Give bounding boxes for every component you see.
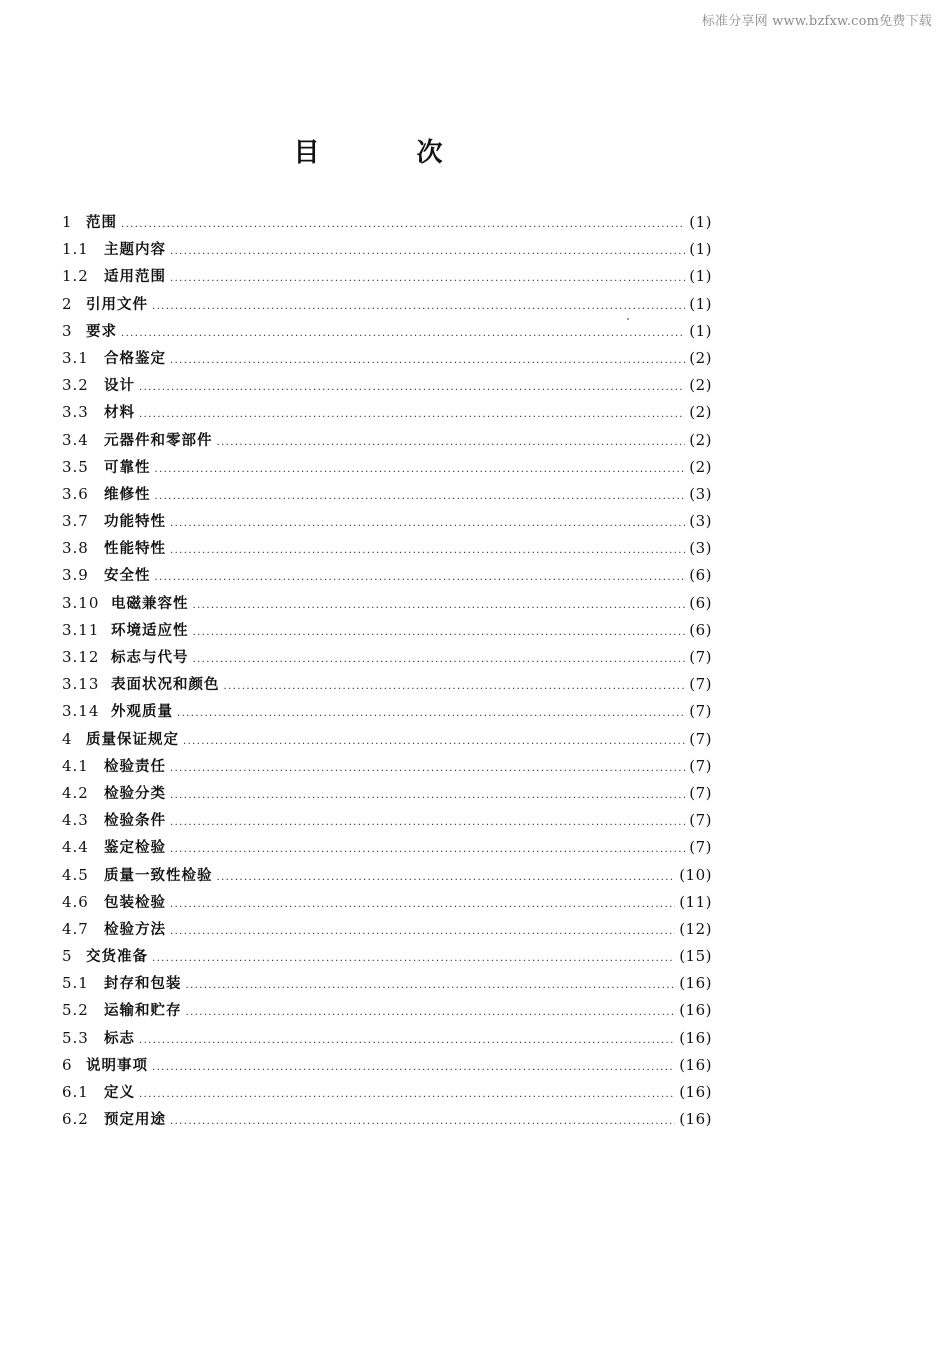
toc-entry-number: 3.7 bbox=[62, 512, 89, 531]
toc-entry-title: 检验条件 bbox=[104, 813, 166, 830]
toc-entry[interactable] bbox=[62, 372, 712, 399]
toc-entry-title: 封存和包装 bbox=[104, 976, 182, 993]
toc-entry-page: (6) bbox=[689, 566, 712, 585]
toc-entry-number: 4.1 bbox=[62, 756, 89, 775]
toc-entry[interactable] bbox=[62, 807, 712, 834]
toc-entry[interactable] bbox=[62, 209, 712, 236]
toc-entry[interactable] bbox=[62, 834, 712, 861]
toc-dot-leader bbox=[170, 918, 675, 945]
toc-entry-title: 标志 bbox=[104, 1030, 135, 1047]
toc-dot-leader bbox=[170, 265, 685, 292]
toc-entry-page: (16) bbox=[679, 1083, 712, 1101]
toc-entry[interactable] bbox=[62, 427, 712, 454]
toc-entry[interactable] bbox=[62, 1052, 712, 1079]
toc-entry-number: 3.12 bbox=[62, 648, 100, 666]
toc-entry-number: 4 bbox=[62, 729, 73, 748]
toc-entry-title: 说明事项 bbox=[86, 1057, 148, 1074]
toc-entry-page: (12) bbox=[679, 919, 712, 938]
toc-entry-title: 安全性 bbox=[104, 568, 151, 585]
toc-entry-title: 要求 bbox=[86, 323, 117, 340]
toc-entry-page: (1) bbox=[689, 321, 712, 340]
toc-entry[interactable] bbox=[62, 916, 712, 943]
toc-dot-leader bbox=[170, 510, 685, 537]
toc-entry[interactable] bbox=[62, 1079, 712, 1106]
toc-entry[interactable] bbox=[62, 1025, 712, 1052]
toc-entry-number: 4.3 bbox=[62, 811, 89, 830]
toc-entry[interactable] bbox=[62, 1106, 712, 1133]
toc-entry[interactable] bbox=[62, 644, 712, 671]
toc-entry-page: (7) bbox=[689, 675, 712, 694]
toc-dot-leader bbox=[139, 374, 685, 401]
toc-entry-number: 3.4 bbox=[62, 430, 89, 449]
toc-entry-number: 1.1 bbox=[62, 240, 89, 259]
toc-entry-number: 3 bbox=[62, 321, 73, 340]
toc-entry-title: 环境适应性 bbox=[111, 622, 189, 639]
toc-entry-page: (6) bbox=[689, 620, 712, 639]
toc-entry-number: 5.3 bbox=[62, 1028, 89, 1047]
toc-entry[interactable] bbox=[62, 943, 712, 970]
toc-entry[interactable] bbox=[62, 671, 712, 698]
toc-entry-page: (16) bbox=[679, 1028, 712, 1047]
toc-entry-title: 电磁兼容性 bbox=[111, 595, 189, 612]
toc-entry-page: (16) bbox=[679, 1110, 712, 1129]
toc-entry-title: 性能特性 bbox=[104, 541, 166, 558]
toc-entry-page: (1) bbox=[689, 240, 712, 259]
toc-dot-leader bbox=[217, 864, 676, 891]
toc-entry-page: (6) bbox=[689, 593, 712, 612]
toc-entry-page: (10) bbox=[679, 865, 712, 884]
toc-entry-page: (7) bbox=[689, 756, 712, 775]
toc-entry-title: 质量保证规定 bbox=[86, 731, 179, 748]
toc-entry-page: (3) bbox=[689, 512, 712, 531]
toc-entry-page: (7) bbox=[689, 783, 712, 802]
toc-entry-page: (7) bbox=[689, 838, 712, 857]
toc-entry-page: (1) bbox=[689, 213, 712, 231]
toc-entry[interactable] bbox=[62, 481, 712, 508]
toc-dot-leader bbox=[170, 1108, 675, 1135]
toc-entry-number: 3.14 bbox=[62, 702, 100, 721]
toc-entry-page: (1) bbox=[689, 294, 712, 313]
toc-entry-number: 3.8 bbox=[62, 539, 89, 558]
toc-entry-title: 主题内容 bbox=[104, 242, 166, 259]
toc-dot-leader bbox=[186, 972, 676, 999]
toc-entry[interactable] bbox=[62, 997, 712, 1024]
toc-dot-leader bbox=[170, 238, 685, 265]
toc-entry-title: 包装检验 bbox=[104, 894, 166, 911]
toc-entry-title: 范围 bbox=[86, 215, 117, 231]
toc-entry-number: 3.3 bbox=[62, 403, 89, 422]
toc-entry-title: 表面状况和颜色 bbox=[111, 677, 220, 694]
toc-entry[interactable] bbox=[62, 726, 712, 753]
toc-dot-leader bbox=[193, 592, 686, 619]
toc-entry[interactable] bbox=[62, 535, 712, 562]
toc-entry-page: (2) bbox=[689, 430, 712, 449]
toc-entry-title: 材料 bbox=[104, 405, 135, 422]
toc-entry-page: (2) bbox=[689, 403, 712, 422]
toc-entry-title: 功能特性 bbox=[104, 514, 166, 531]
toc-entry-page: (2) bbox=[689, 376, 712, 395]
toc-entry[interactable] bbox=[62, 970, 712, 997]
toc-entry-page: (7) bbox=[689, 648, 712, 666]
toc-entry-title: 检验分类 bbox=[104, 785, 166, 802]
toc-entry-number: 6 bbox=[62, 1055, 73, 1074]
toc-entry[interactable] bbox=[62, 889, 712, 916]
toc-entry-number: 1 bbox=[62, 213, 73, 231]
toc-entry-title: 可靠性 bbox=[104, 459, 151, 476]
toc-dot-leader bbox=[193, 646, 686, 673]
toc-entry[interactable] bbox=[62, 753, 712, 780]
toc-entry-number: 3.2 bbox=[62, 376, 89, 395]
toc-entry[interactable] bbox=[62, 862, 712, 889]
toc-dot-leader bbox=[155, 564, 686, 591]
toc-entry-page: (16) bbox=[679, 1055, 712, 1074]
toc-entry-number: 3.1 bbox=[62, 348, 89, 367]
toc-dot-leader bbox=[139, 1081, 675, 1108]
toc-entry[interactable] bbox=[62, 508, 712, 535]
toc-entry-number: 3.11 bbox=[62, 620, 100, 639]
toc-entry-title: 标志与代号 bbox=[111, 650, 189, 666]
toc-entry-page: (7) bbox=[689, 729, 712, 748]
toc-dot-leader bbox=[152, 1054, 675, 1081]
toc-entry-page: (3) bbox=[689, 484, 712, 503]
toc-entry[interactable] bbox=[62, 617, 712, 644]
toc-entry-title: 质量一致性检验 bbox=[104, 867, 213, 884]
toc-dot-leader bbox=[186, 999, 676, 1026]
toc-entry-number: 3.10 bbox=[62, 593, 100, 612]
toc-entry-page: (7) bbox=[689, 811, 712, 830]
toc-entry-number: 6.2 bbox=[62, 1110, 89, 1129]
toc-entry-number: 4.7 bbox=[62, 919, 89, 938]
toc-entry-page: (15) bbox=[679, 947, 712, 966]
toc-entry-number: 1.2 bbox=[62, 267, 89, 286]
toc-entry[interactable] bbox=[62, 698, 712, 725]
toc-dot-leader bbox=[170, 836, 685, 863]
toc-entry-title: 定义 bbox=[104, 1085, 135, 1101]
toc-entry-number: 5.2 bbox=[62, 1001, 89, 1020]
toc-entry-title: 交货准备 bbox=[86, 949, 148, 966]
toc-entry[interactable] bbox=[62, 236, 712, 263]
toc-dot-leader bbox=[217, 429, 686, 456]
toc-entry-number: 3.5 bbox=[62, 457, 89, 476]
toc-dot-leader bbox=[155, 483, 686, 510]
toc-entry-page: (16) bbox=[679, 1001, 712, 1020]
toc-entry-title: 设计 bbox=[104, 378, 135, 395]
toc-dot-leader bbox=[121, 320, 685, 347]
toc-entry-page: (2) bbox=[689, 348, 712, 367]
toc-entry-number: 5.1 bbox=[62, 974, 89, 993]
toc-entry-page: (16) bbox=[679, 974, 712, 993]
toc-entry-title: 引用文件 bbox=[86, 296, 148, 313]
toc-entry-page: (1) bbox=[689, 267, 712, 286]
toc-entry[interactable] bbox=[62, 780, 712, 807]
toc-entry-title: 检验责任 bbox=[104, 758, 166, 775]
toc-entry[interactable] bbox=[62, 318, 712, 345]
toc-entry-number: 3.6 bbox=[62, 484, 89, 503]
toc-entry-title: 适用范围 bbox=[104, 269, 166, 286]
toc-dot-leader bbox=[152, 945, 675, 972]
toc-entry-number: 4.4 bbox=[62, 838, 89, 857]
toc-entry-number: 4.5 bbox=[62, 865, 89, 884]
toc-dot-leader bbox=[121, 211, 685, 238]
toc-entry[interactable] bbox=[62, 345, 712, 372]
toc-entry[interactable] bbox=[62, 291, 712, 318]
toc-dot-leader bbox=[224, 673, 686, 700]
toc-dot-leader bbox=[155, 456, 686, 483]
toc-entry-page: (3) bbox=[689, 539, 712, 558]
toc-entry-number: 3.9 bbox=[62, 566, 89, 585]
toc-entry-title: 元器件和零部件 bbox=[104, 432, 213, 449]
toc-entry[interactable] bbox=[62, 399, 712, 426]
toc-entry-title: 预定用途 bbox=[104, 1112, 166, 1129]
toc-entry-title: 合格鉴定 bbox=[104, 350, 166, 367]
toc-entry-number: 3.13 bbox=[62, 675, 100, 694]
table-of-contents bbox=[62, 209, 712, 1133]
toc-dot-leader bbox=[152, 293, 685, 320]
toc-entry-page: (7) bbox=[689, 702, 712, 721]
toc-dot-leader bbox=[170, 782, 685, 809]
page-title: 目 次 bbox=[293, 138, 487, 168]
toc-dot-leader bbox=[193, 619, 686, 646]
toc-dot-leader bbox=[170, 755, 685, 782]
toc-entry-title: 维修性 bbox=[104, 486, 151, 503]
toc-dot-leader bbox=[170, 537, 685, 564]
toc-dot-leader bbox=[183, 728, 685, 755]
toc-entry-number: 5 bbox=[62, 947, 73, 966]
toc-dot-leader bbox=[139, 1027, 675, 1054]
toc-dot-leader bbox=[170, 809, 685, 836]
watermark-text: 标准分享网 www.bzfxw.com免费下载 bbox=[701, 14, 932, 29]
toc-dot-leader bbox=[177, 700, 685, 727]
toc-entry[interactable] bbox=[62, 562, 712, 589]
toc-dot-leader bbox=[170, 347, 685, 374]
toc-entry-page: (2) bbox=[689, 457, 712, 476]
toc-entry-number: 4.2 bbox=[62, 783, 89, 802]
toc-entry-number: 4.6 bbox=[62, 892, 89, 911]
toc-entry[interactable] bbox=[62, 454, 712, 481]
toc-entry-title: 运输和贮存 bbox=[104, 1003, 182, 1020]
toc-entry-title: 检验方法 bbox=[104, 921, 166, 938]
toc-entry[interactable] bbox=[62, 590, 712, 617]
toc-entry-number: 2 bbox=[62, 294, 73, 313]
toc-dot-leader bbox=[139, 401, 685, 428]
toc-dot-leader bbox=[170, 891, 675, 918]
toc-entry-number: 6.1 bbox=[62, 1083, 89, 1101]
toc-entry-page: (11) bbox=[679, 892, 712, 911]
toc-entry[interactable] bbox=[62, 263, 712, 290]
toc-entry-title: 外观质量 bbox=[111, 704, 173, 721]
toc-entry-title: 鉴定检验 bbox=[104, 840, 166, 857]
